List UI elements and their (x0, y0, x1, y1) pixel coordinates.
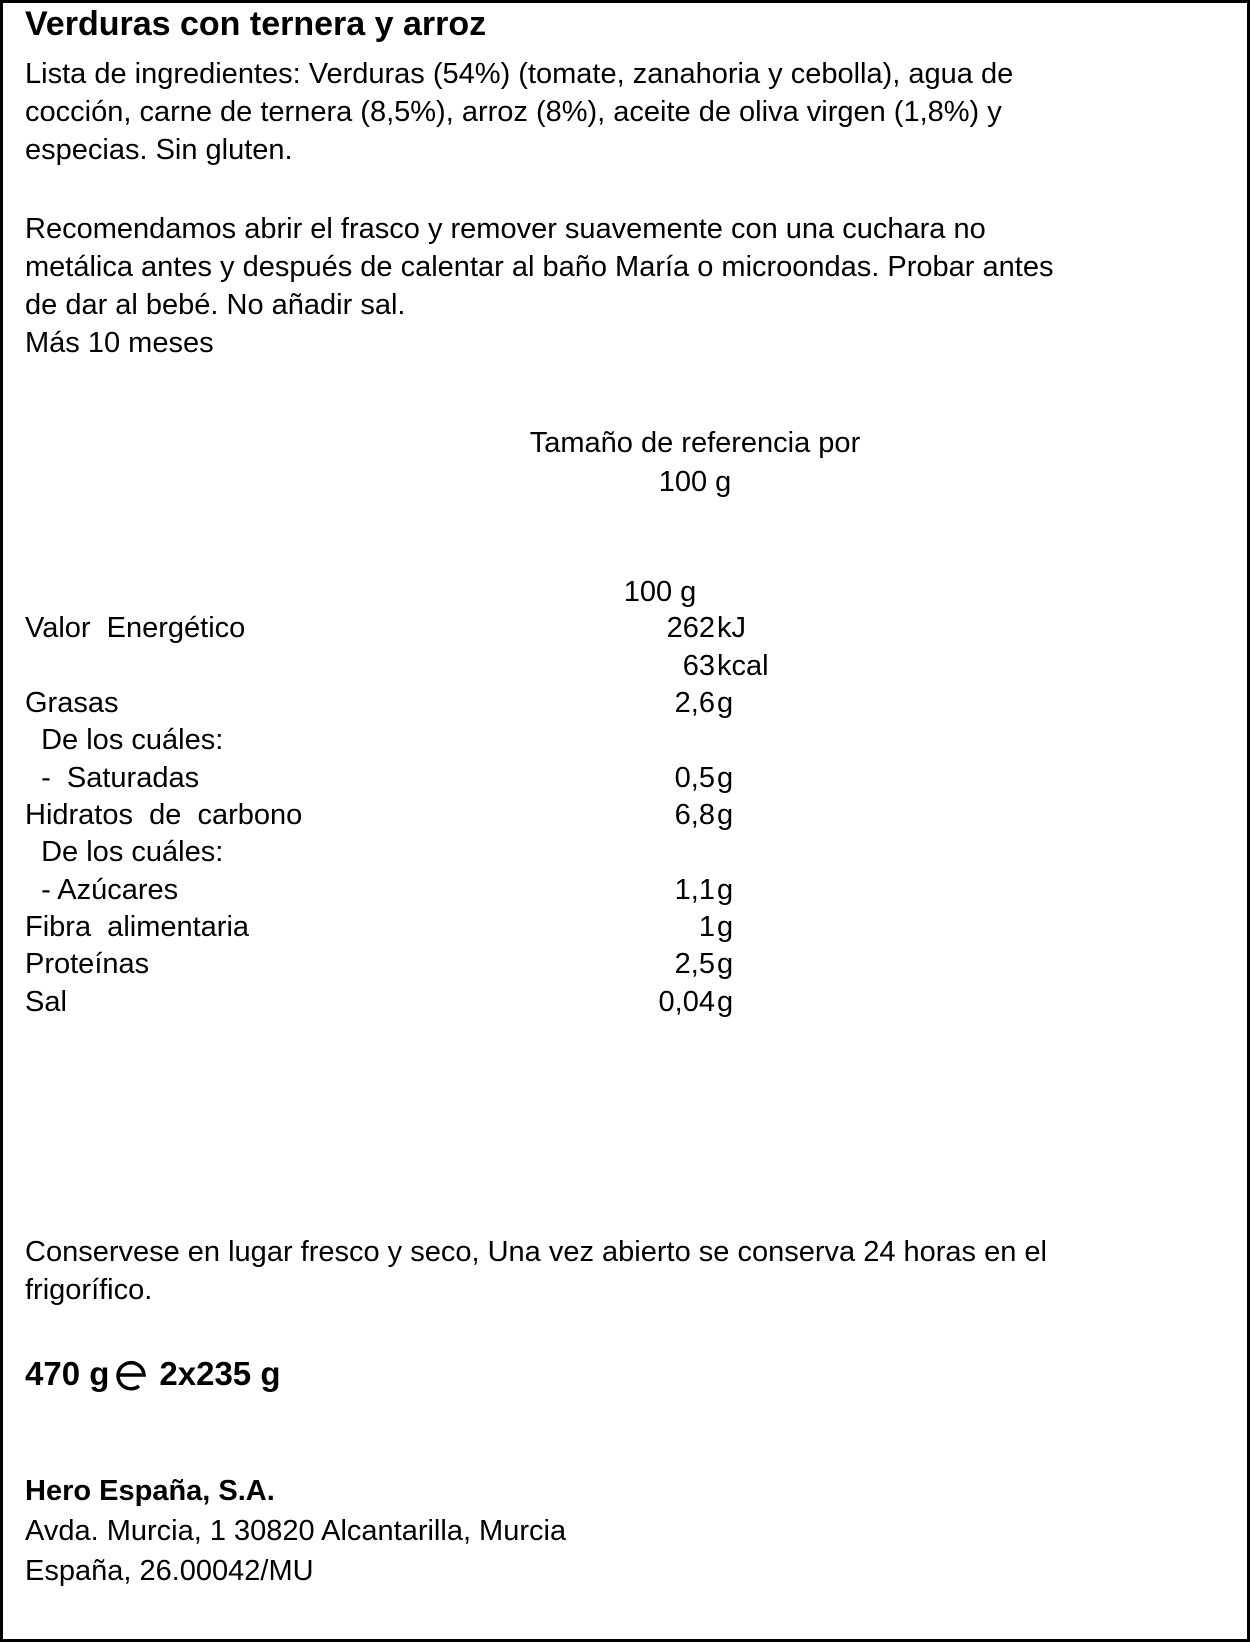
net-weight-total: 470 g (25, 1355, 110, 1392)
nutrition-row-unit: g (717, 799, 734, 831)
product-title: Verduras con ternera y arroz (25, 5, 487, 43)
preparation-instructions (25, 210, 1225, 362)
manufacturer-name: Hero España, S.A. (25, 1475, 275, 1507)
instructions-line: de dar al bebé. No añadir sal. (25, 289, 406, 321)
nutrition-row-value: 0,04 (658, 986, 715, 1018)
nutrition-row-label: Sal (25, 986, 67, 1018)
ingredients-line: especias. Sin gluten. (25, 134, 293, 166)
storage-line: frigorífico. (25, 1274, 153, 1306)
reference-size-line: Tamaño de referencia por (529, 427, 861, 459)
nutrition-row-label: De los cuáles: (25, 836, 224, 868)
nutrition-row-label: Fibra alimentaria (25, 911, 250, 943)
nutrition-row-label: - Saturadas (25, 762, 200, 794)
nutrition-row-unit: g (717, 986, 734, 1018)
nutrition-row-unit: kJ (717, 612, 746, 644)
nutrition-row-label: De los cuáles: (25, 724, 224, 756)
storage-line: Conservese en lugar fresco y seco, Una vez abierto se conserva 24 horas en el (25, 1236, 1047, 1268)
nutrition-row-label: Hidratos de carbono (25, 799, 303, 831)
nutrition-row-label: - Azúcares (25, 874, 179, 906)
nutrition-row-unit: g (717, 874, 734, 906)
nutrition-row-unit: g (717, 687, 734, 719)
net-weight (25, 1352, 280, 1396)
nutrition-row-value: 1 (698, 911, 715, 943)
nutrition-row-value: 0,5 (674, 762, 715, 794)
nutrition-row-unit: g (717, 762, 734, 794)
net-weight-detail: 2x235 g (159, 1355, 281, 1392)
estimated-sign-icon (113, 1355, 151, 1393)
nutrition-row-value: 2,5 (674, 948, 715, 980)
manufacturer-registration: España, 26.00042/MU (25, 1555, 314, 1587)
nutrition-row-unit: g (717, 911, 734, 943)
reference-size (470, 424, 920, 502)
ingredients-line: cocción, carne de ternera (8,5%), arroz (8%), aceite de oliva virgen (1,8%) y (25, 96, 1002, 128)
nutrition-row-label: Grasas (25, 687, 119, 719)
storage-instructions (25, 1233, 1225, 1309)
nutrition-row-label: Valor Energético (25, 612, 246, 644)
ingredients-line: Lista de ingredientes: Verduras (54%) (tomate, zanahoria y cebolla), agua de (25, 58, 1014, 90)
nutrition-row-value: 63 (682, 650, 715, 682)
age-recommendation: Más 10 meses (25, 327, 214, 359)
nutrition-row-value: 1,1 (674, 874, 715, 906)
nutrition-row-label: Proteínas (25, 948, 150, 980)
ingredients-list (25, 55, 1225, 169)
nutrition-row-value: 262 (666, 612, 715, 644)
reference-size-amount: 100 g (658, 466, 732, 498)
nutrition-column-header: 100 g (623, 576, 697, 608)
manufacturer-address: Avda. Murcia, 1 30820 Alcantarilla, Murcia (25, 1515, 567, 1547)
nutrition-row-value: 2,6 (674, 687, 715, 719)
nutrition-row-unit: g (717, 948, 734, 980)
instructions-line: metálica antes y después de calentar al baño María o microondas. Probar antes (25, 251, 1054, 283)
nutrition-row-value: 6,8 (674, 799, 715, 831)
instructions-line: Recomendamos abrir el frasco y remover suavemente con una cuchara no (25, 213, 986, 245)
nutrition-row-unit: kcal (717, 650, 769, 682)
